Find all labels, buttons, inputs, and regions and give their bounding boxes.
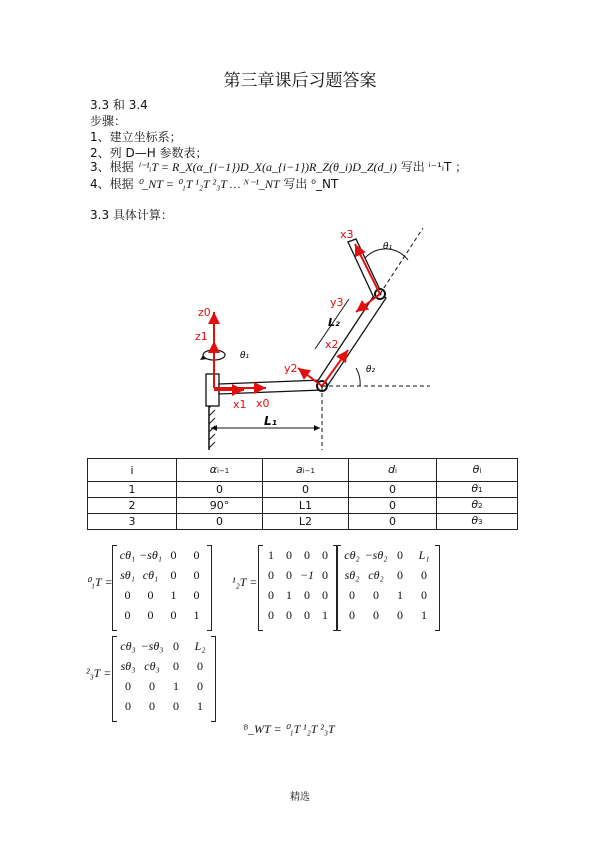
matrix-t23 — [112, 636, 216, 720]
matrix-cell: −1 — [299, 568, 315, 582]
matrix-cell: 0 — [373, 608, 379, 622]
table-row — [88, 514, 518, 530]
x1-label: x1 — [233, 398, 247, 411]
table-cell: 0 — [177, 482, 263, 498]
matrix-cell: 0 — [373, 588, 379, 602]
x3-label: x3 — [340, 228, 354, 241]
matrix-cell: 0 — [349, 608, 355, 622]
matrix-cell: 0 — [268, 588, 274, 602]
table-cell: 0 — [349, 514, 437, 530]
matrix-cell: 1 — [421, 608, 427, 622]
matrix-cell: 1 — [397, 588, 403, 602]
matrix-cell: 0 — [304, 588, 310, 602]
matrix-cell: 0 — [193, 548, 200, 562]
step-3-suffix: 写出 ⁱ⁻¹ᵢT ； — [400, 160, 468, 174]
table-cell: L1 — [263, 498, 349, 514]
matrix-cell: 0 — [147, 608, 154, 622]
matrix-cell: 0 — [124, 608, 131, 622]
matrix-t23-label: ²₃T = — [86, 666, 112, 680]
matrix-cell: 0 — [173, 639, 179, 653]
theta2-arc — [356, 368, 360, 386]
table-cell: θ1 — [437, 482, 518, 498]
matrix-cell: 0 — [322, 548, 328, 562]
matrix-cell: 0 — [170, 608, 177, 622]
page-title: 第三章课后习题答案 — [223, 71, 377, 91]
matrix-cell: 0 — [349, 588, 355, 602]
matrix-cell: 0 — [304, 608, 310, 622]
step-4-label: 4、根据 — [90, 177, 134, 191]
matrix-cell: 0 — [149, 679, 155, 693]
calc-heading: 3.3 具体计算： — [90, 208, 173, 222]
dashed-extension — [380, 228, 423, 294]
table-header-row — [88, 459, 518, 482]
step-3 — [90, 159, 467, 175]
matrix-cell: 0 — [322, 588, 328, 602]
matrix-cell: 1 — [173, 679, 179, 693]
matrix-cell: 1 — [170, 588, 177, 602]
table-row — [88, 482, 518, 498]
section-heading: 3.3 和 3.4 — [90, 98, 148, 112]
matrix-cell: 0 — [197, 679, 203, 693]
matrix-t12-left — [258, 545, 338, 629]
step-3-formula: ⁱ⁻¹ᵢT = R_X(α_{i−1})D_X(a_{i−1})R_Z(θ_i)D_Z(d_i) — [137, 160, 397, 174]
ground-hatch — [209, 402, 215, 448]
matrix-cell: 0 — [397, 608, 403, 622]
matrix-cell: cθ₂ — [368, 568, 384, 582]
table-cell: 3 — [88, 514, 177, 530]
table-cell: θ3 — [437, 514, 518, 530]
matrix-cell: cθ₁ — [142, 568, 159, 582]
matrix-cell: 1 — [197, 699, 203, 713]
matrix-cell: 0 — [397, 568, 403, 582]
matrix-cell: cθ₂ — [344, 548, 360, 562]
table-row — [88, 498, 518, 514]
matrix-cell: 0 — [170, 548, 177, 562]
header-alpha: αi−1 — [177, 459, 263, 482]
matrix-cell: 0 — [286, 608, 292, 622]
theta1-top-label: θ₁ — [383, 242, 393, 252]
matrix-cell: 1 — [268, 548, 274, 562]
matrix-cell: sθ₂ — [344, 568, 360, 582]
matrix-cell: 0 — [170, 568, 177, 582]
matrix-cell: 0 — [286, 568, 292, 582]
step-1: 1、建立坐标系； — [90, 130, 182, 144]
table-cell: L2 — [263, 514, 349, 530]
table-cell: 0 — [349, 482, 437, 498]
matrix-cell: 0 — [173, 659, 179, 673]
y2-label: y2 — [284, 362, 298, 375]
matrix-cell: 0 — [173, 699, 179, 713]
y3-label: y3 — [330, 296, 344, 309]
matrix-cell: 0 — [268, 568, 274, 582]
matrix-t01-label: ⁰₁T = — [86, 575, 113, 589]
table-cell: 90° — [177, 498, 263, 514]
matrix-cell: −sθ₁ — [139, 548, 162, 562]
matrix-cell: 0 — [149, 699, 155, 713]
theta1-base-label: θ₁ — [240, 351, 250, 361]
matrix-cell: 0 — [147, 588, 154, 602]
z0-label: z0 — [198, 306, 211, 319]
matrix-cell: cθ₃ — [120, 639, 136, 653]
table-cell: θ2 — [437, 498, 518, 514]
matrix-cell: 0 — [125, 679, 131, 693]
matrix-cell: 0 — [193, 588, 200, 602]
matrix-cell: 1 — [193, 608, 200, 622]
robot-arm-figure — [180, 222, 440, 454]
matrix-t12-label: ¹₂T = — [232, 575, 258, 589]
steps-label: 步骤： — [90, 114, 127, 128]
final-formula: ᴮ_WT = ⁰₁T ¹₂T ²₃T — [243, 722, 335, 736]
matrix-cell: cθ₃ — [144, 659, 160, 673]
matrix-cell: sθ₃ — [120, 659, 136, 673]
matrix-t12-right — [336, 545, 440, 629]
matrix-cell: 0 — [268, 608, 274, 622]
matrix-cell: −sθ₂ — [364, 548, 388, 562]
matrix-cell: 0 — [421, 588, 427, 602]
matrix-cell: sθ₁ — [120, 568, 135, 582]
x2-label: x2 — [325, 338, 339, 351]
matrix-cell: 1 — [322, 608, 328, 622]
matrix-cell: 0 — [125, 699, 131, 713]
step-4-formula: ⁰_NT = ⁰₁T ¹₂T ²₃T … ᴺ⁻¹_NT — [137, 177, 280, 191]
step-4-suffix: 写出 ⁰_NT — [283, 177, 339, 191]
page-footer: 精选 — [290, 792, 310, 803]
matrix-cell: 0 — [197, 659, 203, 673]
header-a: ai−1 — [263, 459, 349, 482]
matrix-cell: 0 — [397, 548, 403, 562]
matrix-cell: 0 — [322, 568, 328, 582]
matrix-cell: 0 — [304, 548, 310, 562]
table-cell: 0 — [177, 514, 263, 530]
matrix-cell: 0 — [193, 568, 200, 582]
step-2: 2、列 D—H 参数表； — [90, 146, 208, 160]
matrix-cell: 0 — [286, 548, 292, 562]
header-i: i — [88, 459, 177, 482]
matrix-t01 — [112, 545, 212, 629]
l1-label: L₁ — [264, 414, 277, 428]
matrix-cell: 0 — [421, 568, 427, 582]
x3-arrow — [355, 244, 380, 294]
matrix-cell: L₂ — [194, 639, 206, 653]
matrix-cell: cθ₁ — [119, 548, 136, 562]
table-cell: 1 — [88, 482, 177, 498]
dh-parameter-table — [87, 458, 518, 530]
header-d: di — [349, 459, 437, 482]
table-cell: 0 — [263, 482, 349, 498]
matrix-cell: L₁ — [418, 548, 430, 562]
step-4 — [90, 176, 338, 192]
x0-label: x0 — [256, 397, 270, 410]
z1-label: z1 — [195, 330, 208, 343]
table-cell: 0 — [349, 498, 437, 514]
table-cell: 2 — [88, 498, 177, 514]
matrix-cell: 0 — [124, 588, 131, 602]
matrix-cell: −sθ₃ — [140, 639, 164, 653]
matrix-cell: 1 — [286, 588, 292, 602]
theta2-label: θ₂ — [366, 365, 376, 375]
l2-label: L₂ — [328, 316, 340, 329]
header-theta: θi — [437, 459, 518, 482]
step-3-label: 3、根据 — [90, 160, 134, 174]
